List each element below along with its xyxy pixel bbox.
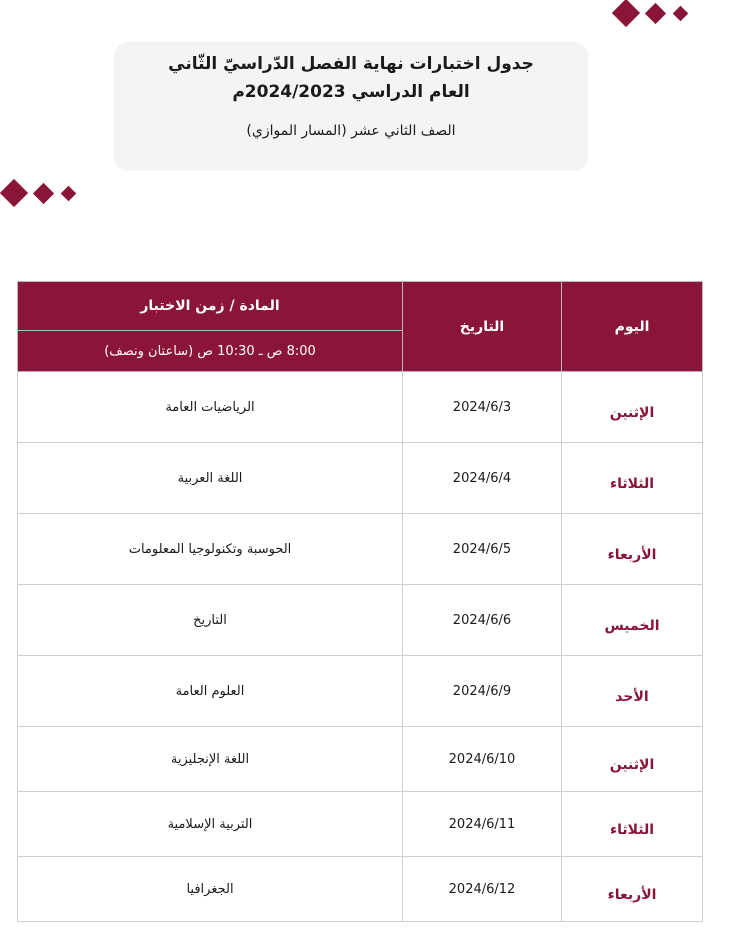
header-day: اليوم xyxy=(562,282,703,372)
table-row xyxy=(18,857,703,922)
header-card xyxy=(114,42,588,171)
row-day: الخميس xyxy=(562,585,703,656)
row-subject: التربية الإسلامية xyxy=(18,792,403,857)
header-date: التاريخ xyxy=(403,282,562,372)
table-row xyxy=(18,656,703,727)
row-date: 2024/6/4 xyxy=(403,443,562,514)
header-subject: المادة / زمن الاختبار xyxy=(18,282,403,331)
row-subject: اللغة الإنجليزية xyxy=(18,727,403,792)
row-date: 2024/6/10 xyxy=(403,727,562,792)
exam-schedule-table xyxy=(17,281,703,922)
table-row xyxy=(18,585,703,656)
table-row xyxy=(18,514,703,585)
row-date: 2024/6/11 xyxy=(403,792,562,857)
row-day: الثلاثاء xyxy=(562,792,703,857)
diamond-icon xyxy=(0,179,28,207)
row-day: الأربعاء xyxy=(562,857,703,922)
row-day: الأحد xyxy=(562,656,703,727)
row-subject: الحوسبة وتكنولوجيا المعلومات xyxy=(18,514,403,585)
header-time-slot: 8:00 ص ـ 10:30 ص (ساعتان ونصف) xyxy=(18,331,403,372)
diamond-icon xyxy=(612,0,640,27)
row-date: 2024/6/9 xyxy=(403,656,562,727)
row-subject: الرياضيات العامة xyxy=(18,372,403,443)
table-row xyxy=(18,792,703,857)
table-row xyxy=(18,372,703,443)
row-date: 2024/6/3 xyxy=(403,372,562,443)
grade-subtitle: الصف الثاني عشر (المسار الموازي) xyxy=(246,123,456,139)
row-subject: العلوم العامة xyxy=(18,656,403,727)
row-date: 2024/6/6 xyxy=(403,585,562,656)
table-row xyxy=(18,443,703,514)
diamond-icon xyxy=(61,185,77,201)
page-title: جدول اختبارات نهاية الفصل الدّراسيّ الثّاني xyxy=(168,54,534,74)
table-row xyxy=(18,727,703,792)
row-day: الأربعاء xyxy=(562,514,703,585)
row-subject: الجغرافيا xyxy=(18,857,403,922)
decorative-diamonds-top xyxy=(616,3,686,23)
row-date: 2024/6/12 xyxy=(403,857,562,922)
row-day: الثلاثاء xyxy=(562,443,703,514)
row-day: الإثنين xyxy=(562,727,703,792)
row-subject: اللغة العربية xyxy=(18,443,403,514)
row-subject: التاريخ xyxy=(18,585,403,656)
row-day: الإثنين xyxy=(562,372,703,443)
diamond-icon xyxy=(33,182,54,203)
diamond-icon xyxy=(645,2,666,23)
row-date: 2024/6/5 xyxy=(403,514,562,585)
academic-year-title: العام الدراسي 2024/2023م xyxy=(232,82,470,102)
diamond-icon xyxy=(673,5,689,21)
decorative-diamonds-left xyxy=(4,183,74,203)
